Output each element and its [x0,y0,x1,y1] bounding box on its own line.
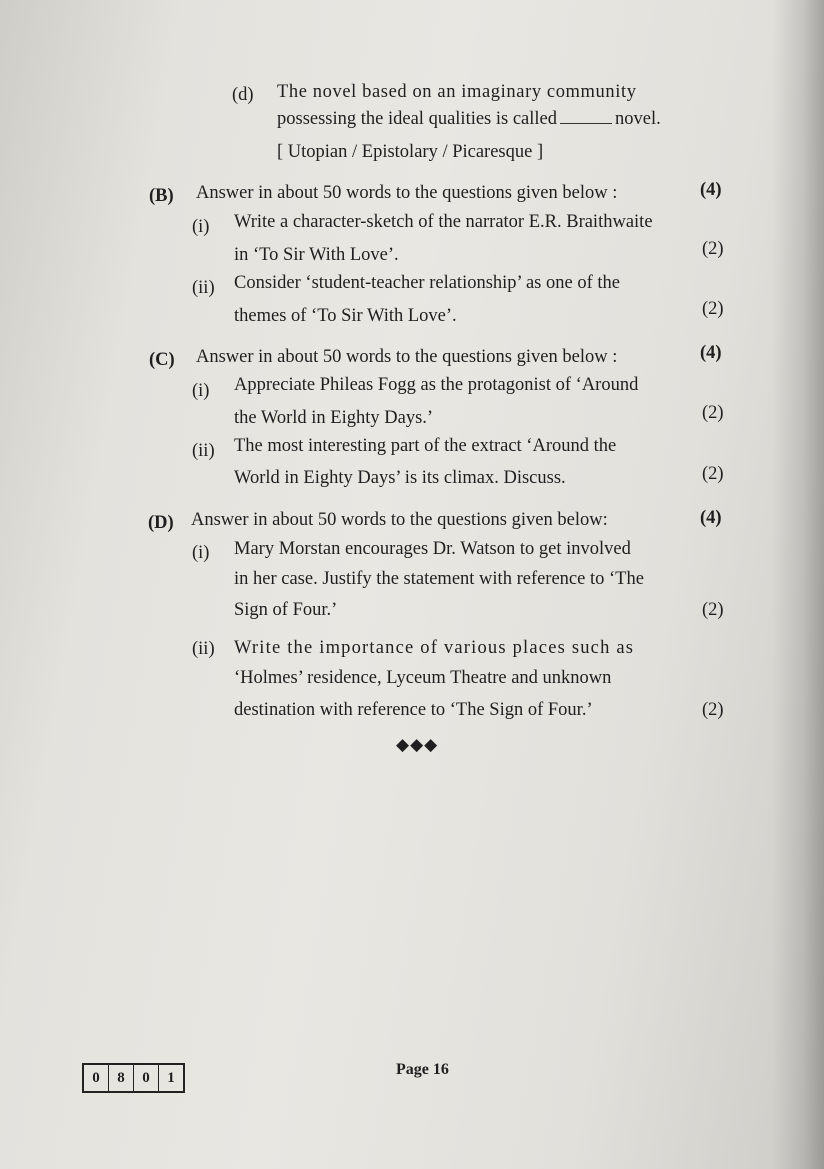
code-digit: 1 [167,1069,175,1086]
code-digit: 0 [84,1065,109,1091]
b-ii-marks: (2) [702,299,724,319]
c-i-line2: the World in Eighty Days.’ [234,408,434,428]
d-i-marks: (2) [702,600,724,620]
section-c-label: (C) [149,350,175,370]
d-ii-line2: ‘Holmes’ residence, Lyceum Theatre and unknown [234,668,612,688]
fill-blank [560,109,612,124]
code-digit: 0 [134,1065,159,1091]
d-line2 [277,107,661,131]
b-i-marks: (2) [702,239,724,259]
section-b-label: (B) [149,186,174,206]
d-i-num: (i) [192,543,210,563]
c-i-line1: Appreciate Phileas Fogg as the protagonist of ‘Around [234,375,639,395]
c-i-marks: (2) [702,403,724,423]
d-ii-num: (ii) [192,639,215,659]
section-d-label: (D) [148,513,174,533]
b-ii-line1: Consider ‘student-teacher relationship’ as one of the [234,273,620,293]
c-ii-num: (ii) [192,441,215,461]
d-ii-line3: destination with reference to ‘The Sign of Four.’ [234,700,593,720]
b-i-line2: in ‘To Sir With Love’. [234,245,399,265]
b-i-line1: Write a character-sketch of the narrator E.R. Braithwaite [234,212,653,232]
end-of-paper-marker: ◆◆◆ [396,735,439,754]
page-edge-shadow [772,0,824,1169]
section-c-prompt: Answer in about 50 words to the questions given below : [196,347,618,367]
d-ii-line1: Write the importance of various places such as [234,638,635,658]
c-ii-line1: The most interesting part of the extract ‘Around the [234,436,617,456]
section-d-prompt: Answer in about 50 words to the questions given below: [191,510,608,530]
paper-code-box [82,1063,185,1093]
c-ii-marks: (2) [702,464,724,484]
b-ii-num: (ii) [192,278,215,298]
d-line1: The novel based on an imaginary community [277,82,637,102]
page-number: Page 16 [396,1061,449,1078]
section-c-marks: (4) [700,343,722,363]
section-b-marks: (4) [700,180,722,200]
d-label: (d) [232,85,254,105]
b-ii-line2: themes of ‘To Sir With Love’. [234,306,457,326]
d-line2-text: possessing the ideal qualities is called [277,109,558,129]
d-i-line2: in her case. Justify the statement with reference to ‘The [234,569,644,589]
b-i-num: (i) [192,217,210,237]
d-ii-marks: (2) [702,700,724,720]
d-line2-end: novel. [615,109,661,129]
section-d-marks: (4) [700,508,722,528]
code-digit: 8 [109,1065,134,1091]
c-ii-line2: World in Eighty Days’ is its climax. Discuss. [234,468,566,488]
section-b-prompt: Answer in about 50 words to the questions given below : [196,183,618,203]
c-i-num: (i) [192,381,210,401]
d-i-line3: Sign of Four.’ [234,600,338,620]
d-options: [ Utopian / Epistolary / Picaresque ] [277,142,544,162]
d-i-line1: Mary Morstan encourages Dr. Watson to get involved [234,539,631,559]
